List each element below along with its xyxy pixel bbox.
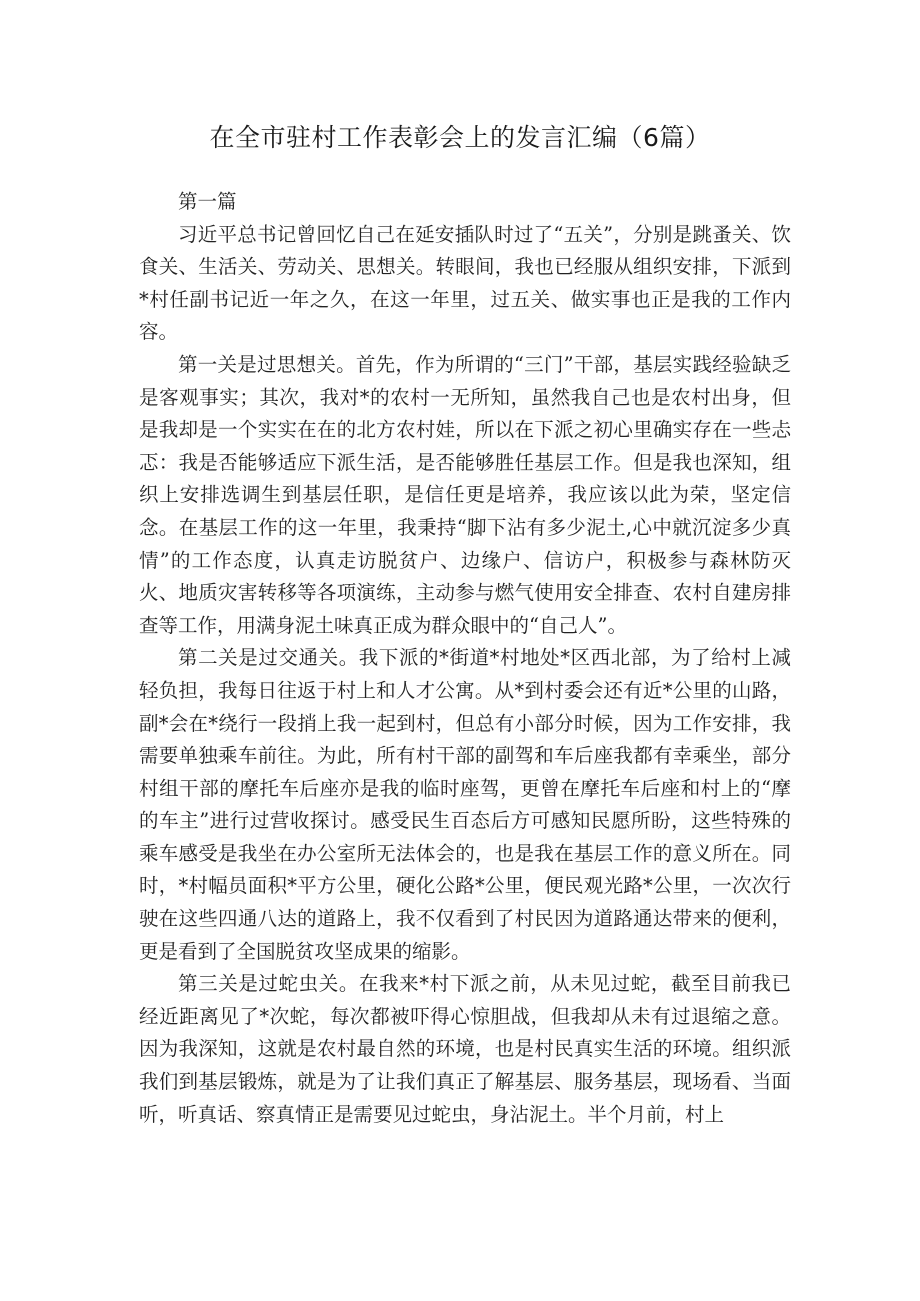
paragraph-traffic-pass: 第二关是过交通关。我下派的*街道*村地处*区西北部，为了给村上减轻负担，我每日往返于村上和人才公寓。从*到村委会还有近*公里的山路，副*会在*绕行一段捎上我一起到村，但总有小部分时候，因为工作安排，我需要单独乘车前往。为此，所有村干部的副驾和车后座我都有幸乘坐，部分村组干部的摩托车后座亦是我的临时座驾，更曾在摩托车后座和村上的“摩的车主”进行过营收探讨。感受民生百态后方可感知民愿所盼，这些特殊的乘车感受是我坐在办公室所无法体会的，也是我在基层工作的意义所在。同时，*村幅员面积*平方公里，硬化公路*公里，便民观光路*公里，一次次行驶在这些四通八达的道路上，我不仅看到了村民因为道路通达带来的便利，更是看到了全国脱贫攻坚成果的缩影。 [139,646,791,963]
document-title: 在全市驻村工作表彰会上的发言汇编（6篇） [209,123,711,152]
paragraph-snake-pass: 第三关是过蛇虫关。在我来*村下派之前，从未见过蛇，截至目前我已经近距离见了*次蛇，每次都被吓得心惊胆战，但我却从未有过退缩之意。因为我深知，这就是农村最自然的环境，也是村民真实生活的环境。组织派我们到基层锻炼，就是为了让我们真正了解基层、服务基层，现场看、当面听，听真话、察真情正是需要见过蛇虫，身沾泥土。半个月前，村上 [139,972,791,1126]
paragraph-thought-pass: 第一关是过思想关。首先，作为所谓的“三门”干部，基层实践经验缺乏是客观事实；其次，我对*的农村一无所知，虽然我自己也是农村出身，但是我却是一个实实在在的北方农村娃，所以在下派之初心里确实存在一些忐忑：我是否能够适应下派生活，是否能够胜任基层工作。但是我也深知，组织上安排选调生到基层任职，是信任更是培养，我应该以此为荣，坚定信念。在基层工作的这一年里，我秉持“脚下沾有多少泥土,心中就沉淀多少真情”的工作态度，认真走访脱贫户、边缘户、信访户，积极参与森林防灭火、地质灾害转移等各项演练，主动参与燃气使用安全排查、农村自建房排查等工作，用满身泥土味真正成为群众眼中的“自己人”。 [139,352,791,637]
paragraph-intro: 习近平总书记曾回忆自己在延安插队时过了“五关”，分别是跳蚤关、饮食关、生活关、劳动关、思想关。转眼间，我也已经服从组织安排，下派到*村任副书记近一年之久，在这一年里，过五关、做实事也正是我的工作内容。 [139,222,791,344]
document-body [139,186,791,1131]
section-label: 第一篇 [178,190,237,213]
